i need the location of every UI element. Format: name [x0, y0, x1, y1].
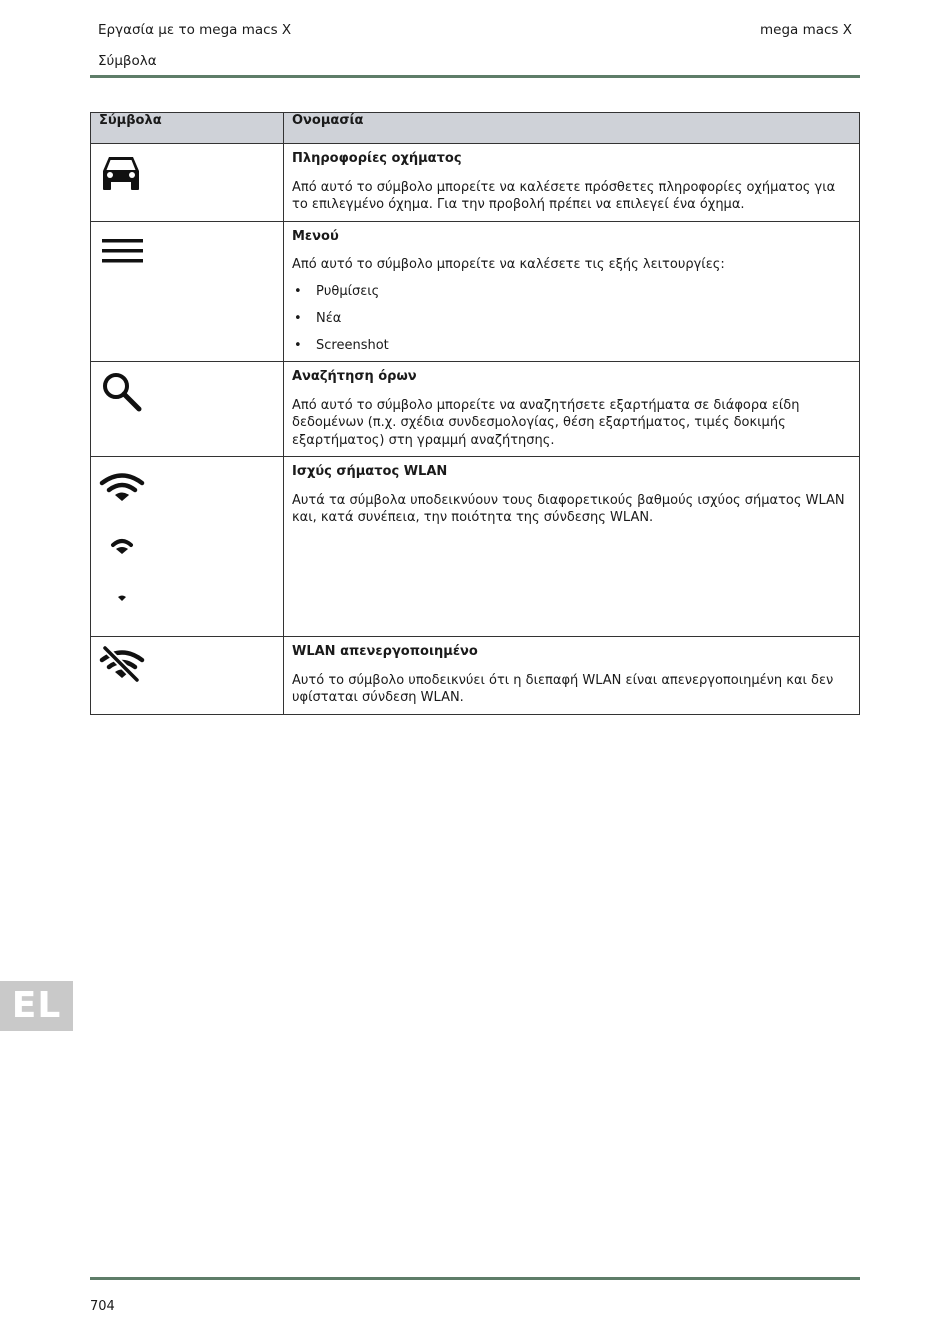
page-number: 704 — [90, 1299, 115, 1314]
table-row — [91, 144, 860, 222]
footer-rule — [90, 1277, 860, 1280]
description-cell — [284, 362, 860, 457]
description-cell — [284, 457, 860, 637]
icon-cell — [91, 362, 284, 457]
description-cell — [284, 637, 860, 715]
row-text: Από αυτό το σύμβολο μπορείτε να αναζητήσετε εξαρτήματα σε διάφορα είδη δεδομένων (π.χ. σχέδια συνδεσμολογίας, θέση εξαρτήματος, τιμές δοκιμής εξαρτήματος) στη γραμμή αναζήτησης. — [292, 397, 800, 448]
wifi-full-icon — [91, 457, 151, 517]
table-row — [91, 221, 860, 362]
row-title: Αναζήτηση όρων — [292, 369, 417, 384]
row-text: Από αυτό το σύμβολο μπορείτε να καλέσετε τις εξής λειτουργίες: — [292, 257, 725, 272]
column-header-name: Ονομασία — [284, 113, 860, 144]
language-tab: EL — [0, 981, 73, 1031]
list-item: • Ρυθμίσεις — [292, 283, 851, 301]
menu-icon — [91, 222, 151, 278]
header-section: Εργασία με το mega macs X — [98, 22, 292, 38]
car-icon — [91, 144, 151, 200]
icon-cell — [91, 144, 284, 222]
wifi-off-icon — [91, 637, 151, 697]
function-list — [292, 283, 851, 355]
header-rule — [90, 75, 860, 78]
table-row — [91, 637, 860, 715]
row-title: Ισχύς σήματος WLAN — [292, 464, 448, 479]
list-item: • Screenshot — [292, 337, 851, 355]
row-title: WLAN απενεργοποιημένο — [292, 644, 478, 659]
description-cell — [284, 221, 860, 362]
icon-cell — [91, 457, 284, 637]
row-text: Αυτό το σύμβολο υποδεικνύει ότι η διεπαφή WLAN είναι απενεργοποιημένη και δεν υφίσταται σύνδεση WLAN. — [292, 672, 834, 705]
list-item: • Νέα — [292, 310, 851, 328]
row-title: Μενού — [292, 228, 339, 244]
wifi-medium-icon — [91, 517, 151, 581]
icon-cell — [91, 637, 284, 715]
table-header-row — [91, 113, 860, 144]
search-icon — [91, 362, 151, 422]
row-title: Πληροφορίες οχήματος — [292, 151, 462, 166]
row-text: Αυτά τα σύμβολα υποδεικνύουν τους διαφορετικούς βαθμούς ισχύος σήματος WLAN και, κατά συνέπεια, την ποιότητα της σύνδεσης WLAN. — [292, 492, 845, 525]
column-header-symbols: Σύμβολα — [91, 113, 284, 144]
icon-cell — [91, 221, 284, 362]
header-product: mega macs X — [759, 22, 852, 38]
header-subsection: Σύμβολα — [98, 53, 157, 69]
table-row — [91, 362, 860, 457]
table-row — [91, 457, 860, 637]
row-text: Από αυτό το σύμβολο μπορείτε να καλέσετε πρόσθετες πληροφορίες οχήματος για το επιλεγμένο όχημα. Για την προβολή πρέπει να επιλεγεί ένα όχημα. — [292, 179, 836, 212]
wifi-low-icon — [91, 581, 151, 633]
description-cell — [284, 144, 860, 222]
running-header — [98, 22, 291, 70]
symbols-table — [90, 112, 860, 715]
